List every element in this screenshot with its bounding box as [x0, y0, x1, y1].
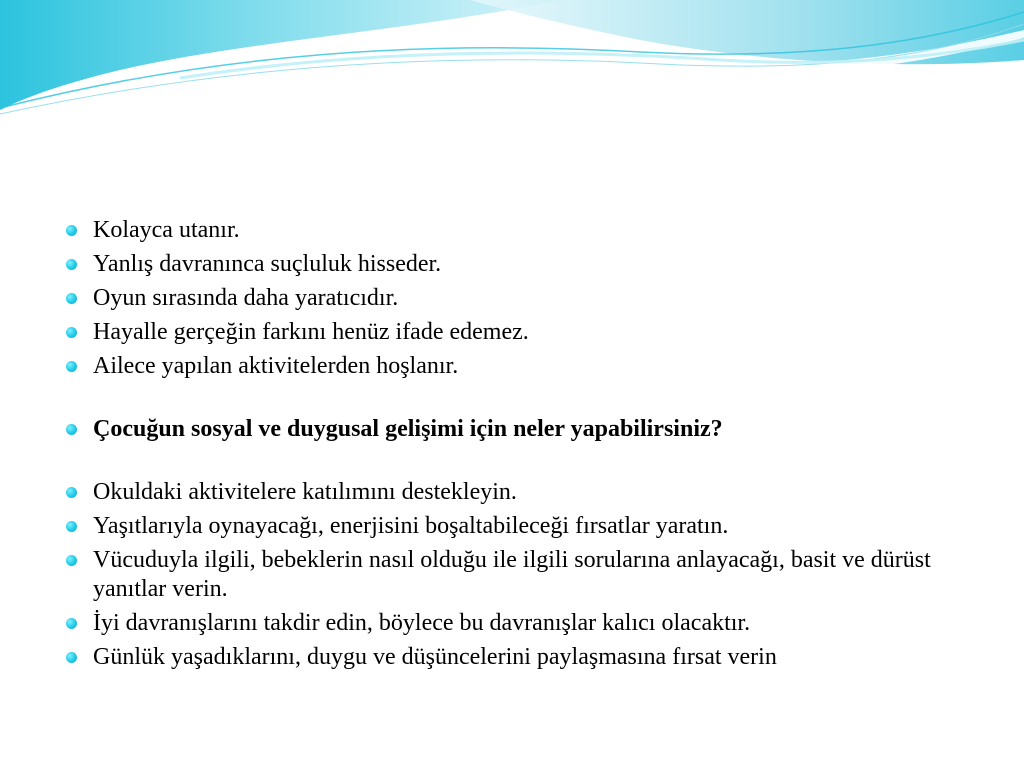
bullet-dot-icon: [66, 652, 77, 663]
list-item-text: Kolayca utanır.: [93, 217, 240, 243]
slide-content: [64, 216, 994, 677]
bullet-dot-icon: [66, 327, 77, 338]
list-item-text: Yanlış davranınca suçluluk hisseder.: [93, 251, 442, 277]
list-item-text: İyi davranışlarını takdir edin, böylece bu davranışlar kalıcı olacaktır.: [93, 610, 751, 636]
bullet-dot-icon: [66, 618, 77, 629]
list-item: [64, 546, 994, 604]
list-item-text: Okuldaki aktivitelere katılımını destekleyin.: [93, 479, 517, 505]
bullet-dot-icon: [66, 487, 77, 498]
bullet-dot-icon: [66, 259, 77, 270]
bullet-dot-icon: [66, 555, 77, 566]
list-item: [64, 643, 994, 672]
list-item-text: Ailece yapılan aktivitelerden hoşlanır.: [93, 353, 459, 379]
bullet-dot-icon: [66, 361, 77, 372]
list-item-text: Yaşıtlarıyla oynayacağı, enerjisini boşaltabileceği fırsatlar yaratın.: [93, 513, 729, 539]
list-item: [64, 512, 994, 541]
list-item-text: Oyun sırasında daha yaratıcıdır.: [93, 285, 399, 311]
bullet-list-traits: [64, 216, 994, 672]
list-item-text: Vücuduyla ilgili, bebeklerin nasıl olduğu ile ilgili sorularına anlayacağı, basit ve dürüst yanıtlar verin.: [93, 547, 931, 602]
question-heading: [64, 415, 994, 444]
list-item: [64, 318, 994, 347]
list-item: [64, 352, 994, 381]
list-item: [64, 478, 994, 507]
bullet-dot-icon: [66, 225, 77, 236]
list-item: [64, 609, 994, 638]
question-text: Çocuğun sosyal ve duygusal gelişimi için neler yapabilirsiniz?: [93, 416, 723, 442]
list-item-text: Hayalle gerçeğin farkını henüz ifade edemez.: [93, 319, 529, 345]
bullet-dot-icon: [66, 521, 77, 532]
bullet-dot-icon: [66, 424, 77, 435]
list-item-text: Günlük yaşadıklarını, duygu ve düşüncelerini paylaşmasına fırsat verin: [93, 644, 777, 670]
bullet-dot-icon: [66, 293, 77, 304]
list-item: [64, 284, 994, 313]
header-wave-decoration: [0, 0, 1024, 130]
list-item: [64, 250, 994, 279]
list-item: [64, 216, 994, 245]
